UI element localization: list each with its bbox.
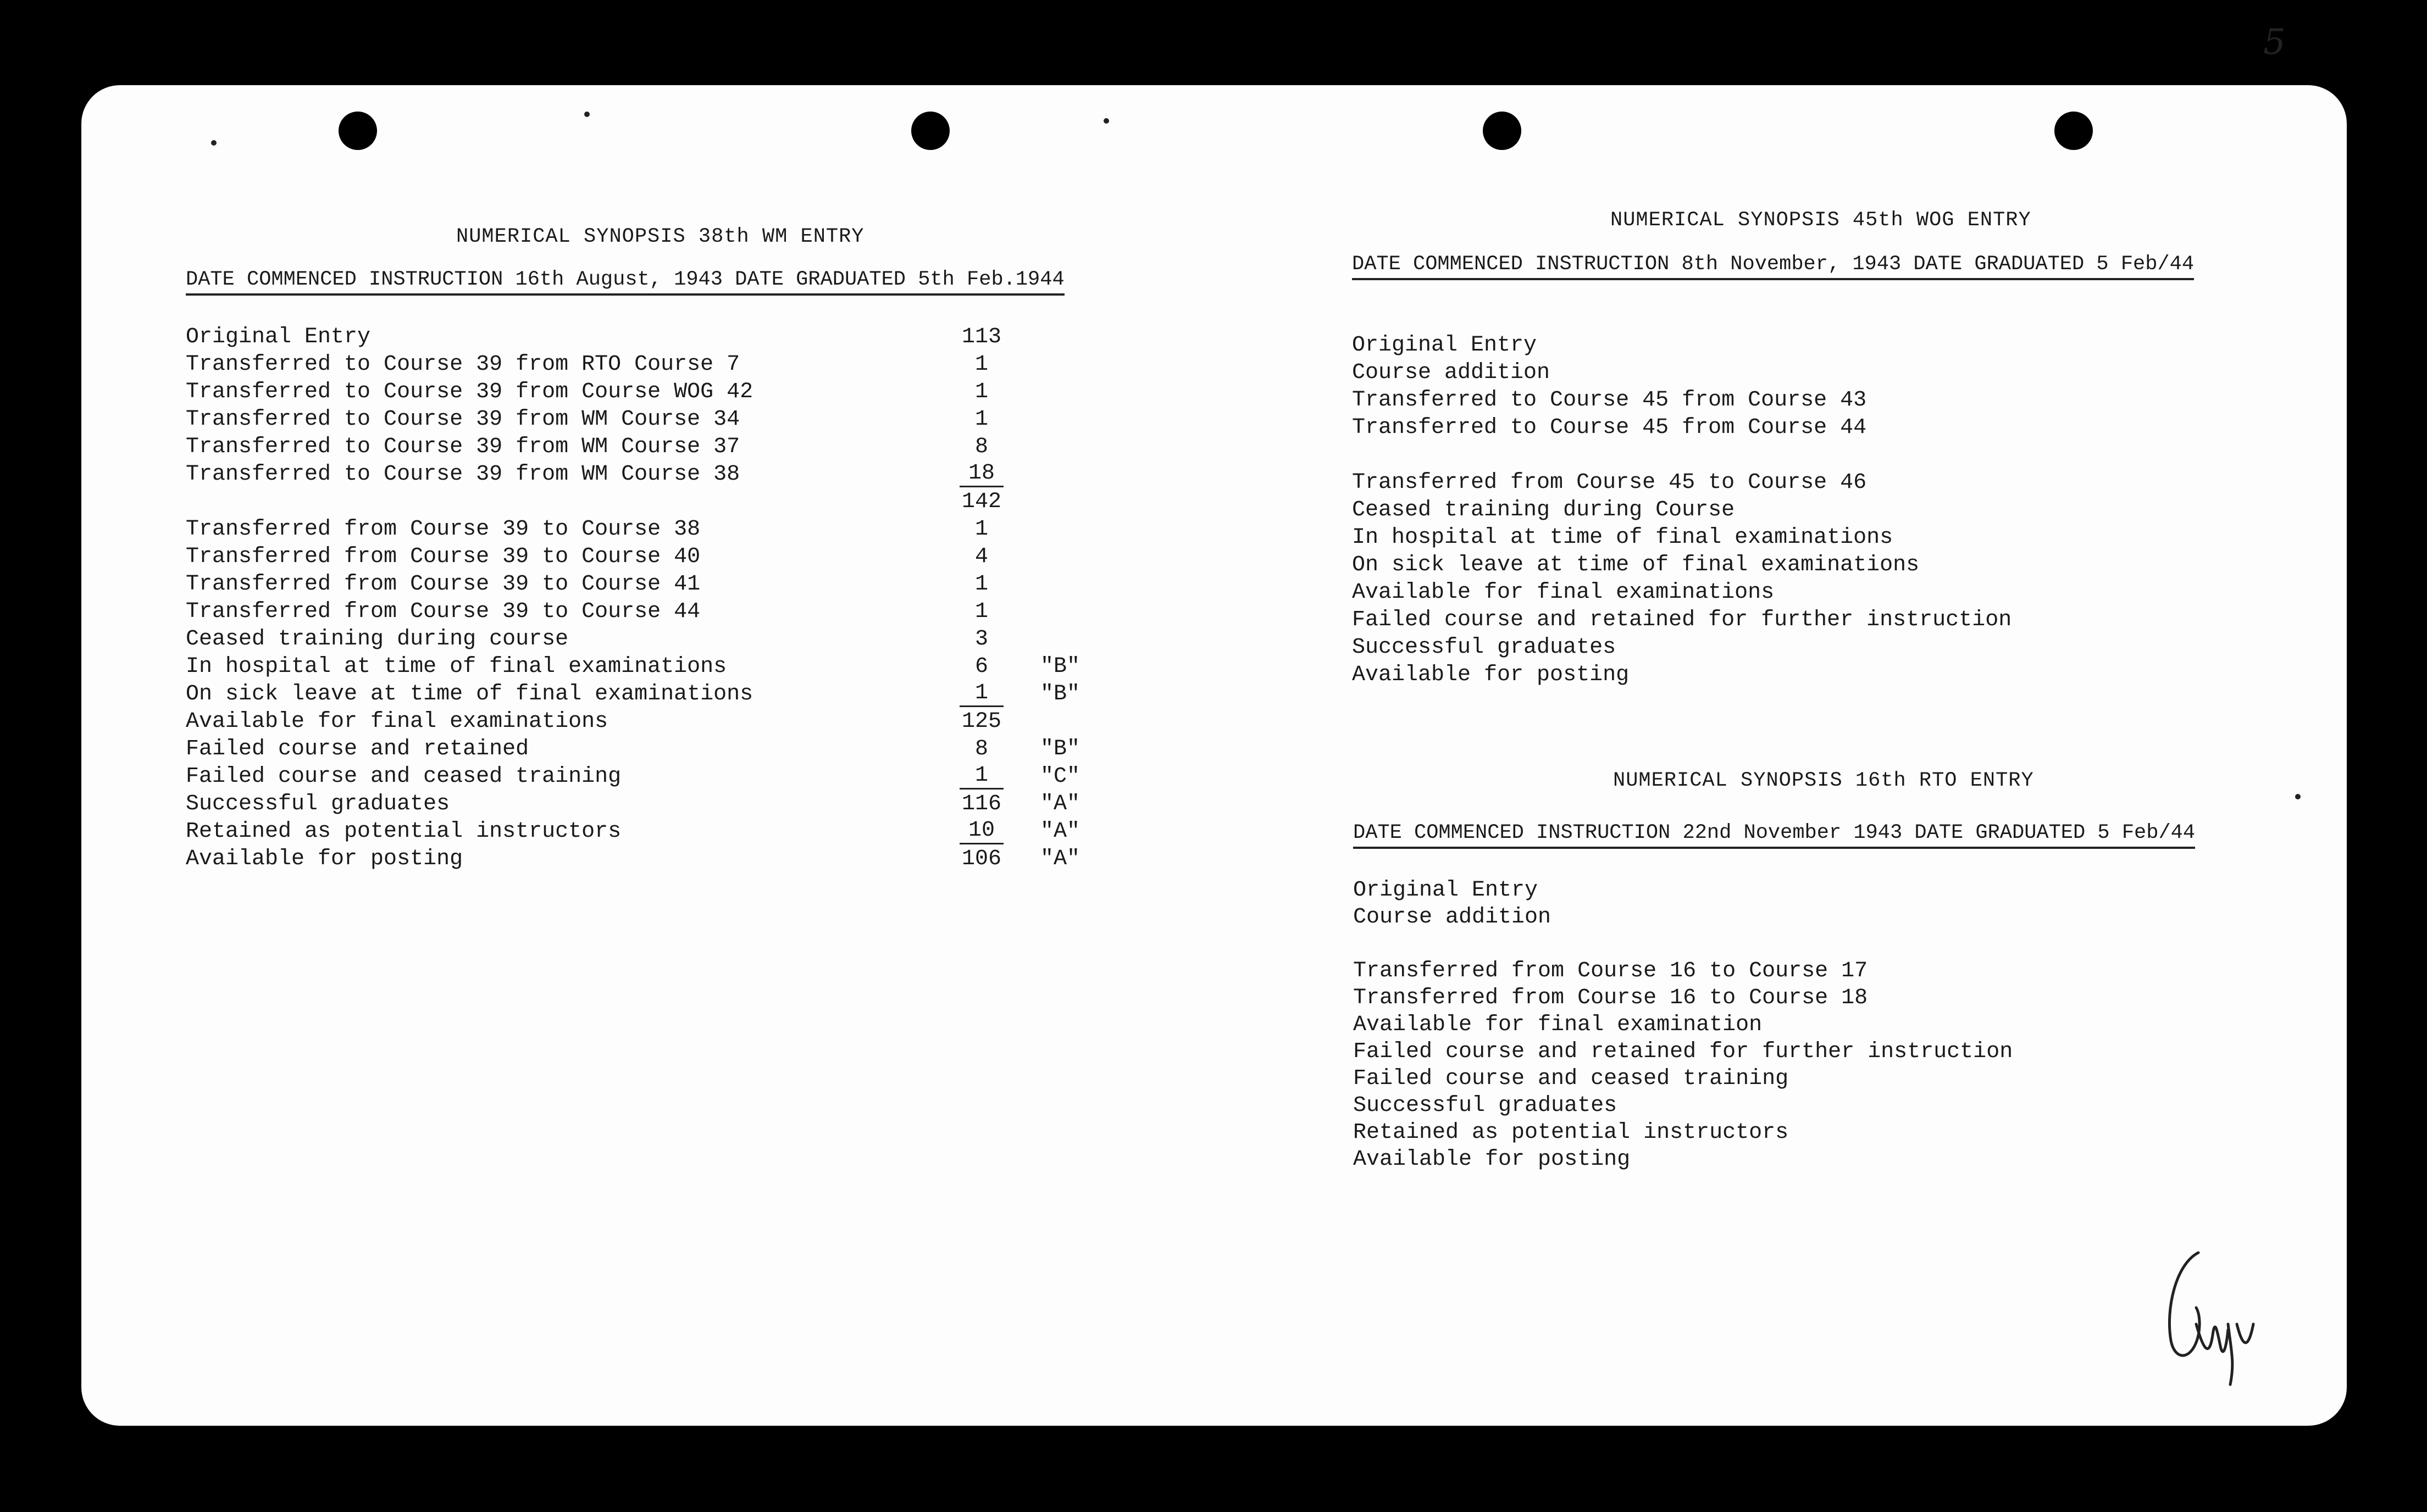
row-label: Failed course and retained for further instruction	[1352, 608, 2012, 632]
row-label: On sick leave at time of final examinations	[1352, 553, 1920, 577]
row-label: Transferred from Course 39 to Course 41	[186, 572, 701, 597]
right-top-section-title: NUMERICAL SYNOPSIS 45th WOG ENTRY	[1610, 209, 2031, 232]
row-label: Available for final examinations	[1352, 580, 1775, 605]
row-label: Transferred to Course 45 from Course 43	[1352, 388, 1867, 413]
row-value: 142	[961, 490, 1001, 514]
row-value: 6	[974, 654, 988, 679]
row-label: Available for posting	[1353, 1147, 1631, 1172]
row-value: 1	[960, 681, 1004, 707]
row-value: 1	[974, 517, 988, 542]
left-section-dateline: DATE COMMENCED INSTRUCTION 16th August, 1943 DATE GRADUATED 5th Feb.1944	[186, 268, 1065, 296]
row-value: 1	[974, 572, 988, 597]
row-label: Transferred to Course 45 from Course 44	[1352, 415, 1867, 440]
row-label: Transferred from Course 16 to Course 18	[1353, 986, 1868, 1010]
row-value: 1	[960, 764, 1004, 790]
row-value: 125	[961, 709, 1001, 734]
row-value: 10	[960, 819, 1004, 844]
handwritten-signature	[2160, 1242, 2270, 1396]
row-value: 113	[961, 325, 1001, 349]
row-value: 3	[974, 627, 988, 652]
page-number: 5	[2263, 22, 2286, 63]
speck	[211, 140, 217, 146]
row-label: Available for posting	[186, 847, 463, 871]
row-value: 1	[974, 352, 988, 377]
row-value: 1	[974, 599, 988, 624]
row-label: Available for final examination	[1353, 1013, 1763, 1037]
row-grade: "B"	[1040, 737, 1080, 761]
row-label: On sick leave at time of final examinations	[186, 682, 753, 707]
right-top-section-dateline: DATE COMMENCED INSTRUCTION 8th November, 1943 DATE GRADUATED 5 Feb/44	[1352, 253, 2194, 280]
row-label: Transferred to Course 39 from WM Course 34	[186, 407, 740, 432]
punch-hole	[339, 112, 377, 150]
row-label: In hospital at time of final examinations	[1352, 525, 1893, 550]
row-label: Transferred to Course 39 from Course WOG 42	[186, 380, 753, 404]
row-label: Transferred from Course 39 to Course 38	[186, 517, 701, 542]
row-label: Failed course and retained for further instruction	[1353, 1040, 2013, 1064]
row-label: Transferred from Course 16 to Course 17	[1353, 959, 1868, 983]
row-grade: "A"	[1040, 847, 1080, 871]
row-label: Successful graduates	[1353, 1093, 1617, 1118]
row-label: Course addition	[1353, 905, 1551, 930]
row-label: Transferred from Course 45 to Course 46	[1352, 470, 1867, 495]
row-grade: "A"	[1040, 792, 1080, 816]
row-value: 8	[974, 435, 988, 459]
row-label: Transferred to Course 39 from WM Course 38	[186, 462, 740, 487]
punch-hole	[911, 112, 950, 150]
row-label: Successful graduates	[1352, 635, 1616, 660]
row-value: 8	[974, 737, 988, 761]
row-label: Original Entry	[1352, 333, 1537, 358]
row-grade: "A"	[1040, 819, 1080, 844]
row-label: Available for posting	[1352, 663, 1630, 687]
row-value: 18	[960, 462, 1004, 487]
row-label: Retained as potential instructors	[1353, 1120, 1789, 1145]
row-label: Transferred to Course 39 from RTO Course 7	[186, 352, 740, 377]
row-value: 116	[961, 792, 1001, 816]
row-label: Ceased training during course	[186, 627, 569, 652]
row-label: Course addition	[1352, 360, 1550, 385]
row-label: Transferred to Course 39 from WM Course 37	[186, 435, 740, 459]
left-section-title: NUMERICAL SYNOPSIS 38th WM ENTRY	[456, 225, 865, 248]
row-label: In hospital at time of final examinations	[186, 654, 727, 679]
row-label: Original Entry	[1353, 878, 1538, 903]
row-grade: "B"	[1040, 682, 1080, 707]
row-value: 106	[961, 847, 1001, 871]
row-label: Failed course and ceased training	[1353, 1066, 1789, 1091]
row-value: 1	[974, 407, 988, 432]
row-label: Available for final examinations	[186, 709, 608, 734]
row-label: Failed course and ceased training	[186, 764, 622, 789]
row-grade: "B"	[1040, 654, 1080, 679]
speck	[584, 112, 590, 117]
row-value: 1	[974, 380, 988, 404]
row-label: Original Entry	[186, 325, 371, 349]
right-bottom-section-dateline: DATE COMMENCED INSTRUCTION 22nd November 1943 DATE GRADUATED 5 Feb/44	[1353, 821, 2195, 849]
speck	[2295, 794, 2301, 799]
row-label: Successful graduates	[186, 792, 450, 816]
speck	[1104, 118, 1109, 124]
right-bottom-section-title: NUMERICAL SYNOPSIS 16th RTO ENTRY	[1613, 769, 2034, 792]
row-label: Failed course and retained	[186, 737, 529, 761]
row-label: Transferred from Course 39 to Course 44	[186, 599, 701, 624]
row-label: Ceased training during Course	[1352, 498, 1735, 522]
row-value: 4	[974, 544, 988, 569]
punch-hole	[1483, 112, 1521, 150]
punch-hole	[2054, 112, 2093, 150]
row-label: Transferred from Course 39 to Course 40	[186, 544, 701, 569]
row-grade: "C"	[1040, 764, 1080, 789]
row-label: Retained as potential instructors	[186, 819, 622, 844]
